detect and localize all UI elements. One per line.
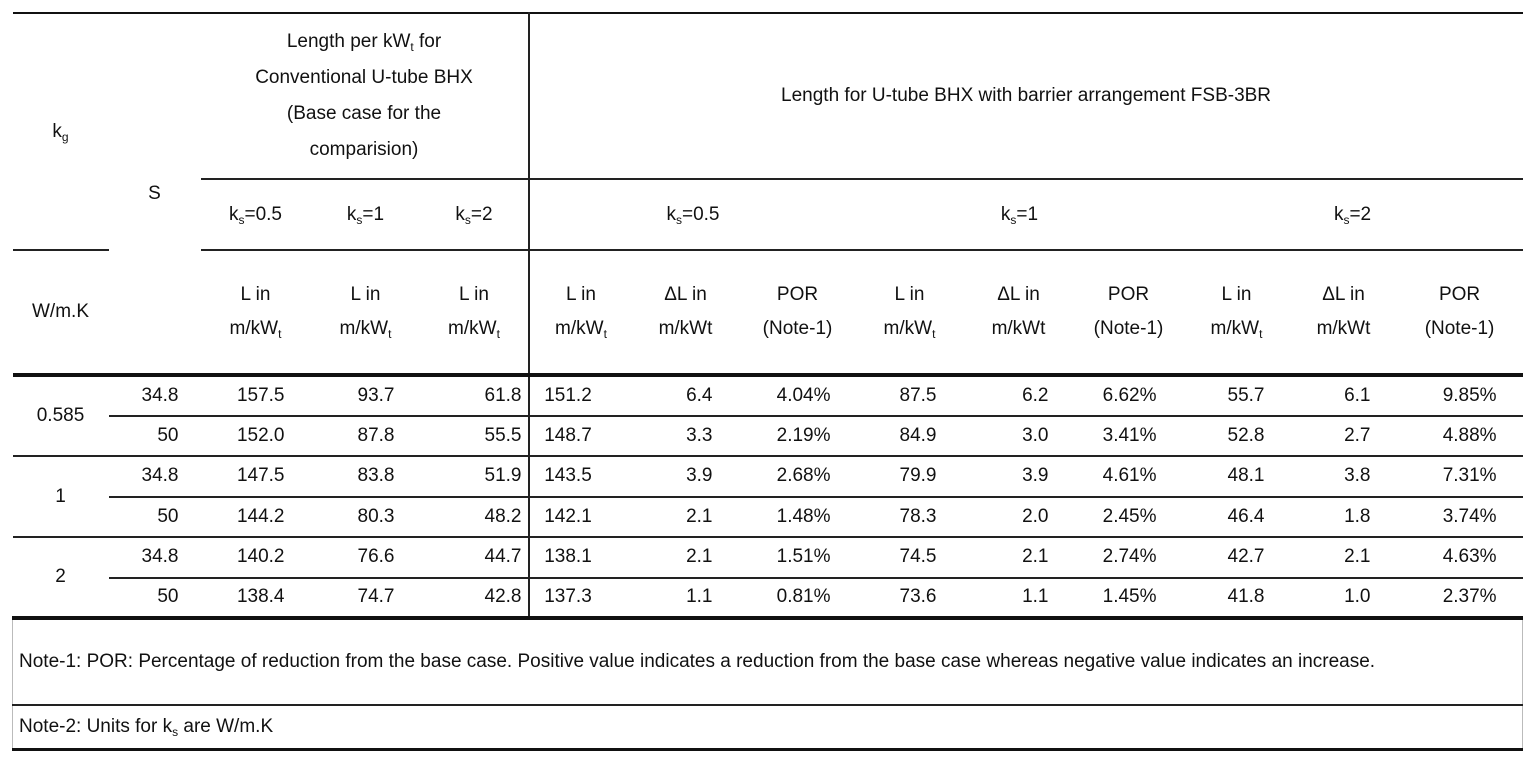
cell-value: 3.9 [963, 456, 1075, 497]
cell-value: 78.3 [857, 497, 963, 538]
cell-value: 2.1 [633, 497, 739, 538]
cell-value: 2.74% [1075, 537, 1183, 578]
note-1: Note-1: POR: Percentage of reduction from the base case. Positive value indicates a reduction from the base case whereas negative value indicates an increase. [13, 618, 1523, 705]
cell-value: 143.5 [529, 456, 633, 497]
cell-value: 151.2 [529, 375, 633, 416]
cell-value: 4.04% [739, 375, 857, 416]
cell-value: 152.0 [201, 416, 311, 457]
cell-value: 6.4 [633, 375, 739, 416]
cell-value: 138.1 [529, 537, 633, 578]
cell-value: 6.1 [1291, 375, 1397, 416]
cell-value: 73.6 [857, 578, 963, 619]
cell-value: 2.37% [1397, 578, 1523, 619]
base-case-header: Length per $kW_t$ for Conventional U-tube BHX (Base case for the comparision) [201, 13, 529, 179]
ks-header: $k_s=1$ [857, 179, 1183, 250]
delta-l-column-header: ΔL in m/kWt [633, 250, 739, 375]
cell-value: 2.19% [739, 416, 857, 457]
cell-value: 137.3 [529, 578, 633, 619]
kg-header: $k_g$ [13, 13, 109, 250]
l-column-header: L in $m/kW_t$ [311, 250, 421, 375]
cell-value: 61.8 [421, 375, 529, 416]
kg-value: 2 [13, 537, 109, 618]
cell-value: 2.1 [633, 537, 739, 578]
s-header: S [109, 13, 201, 375]
cell-value: 138.4 [201, 578, 311, 619]
cell-value: 44.7 [421, 537, 529, 578]
s-value: 34.8 [109, 537, 201, 578]
cell-value: 3.41% [1075, 416, 1183, 457]
cell-value: 48.2 [421, 497, 529, 538]
table-row [13, 456, 1523, 497]
cell-value: 48.1 [1183, 456, 1291, 497]
cell-value: 9.85% [1397, 375, 1523, 416]
cell-value: 2.7 [1291, 416, 1397, 457]
cell-value: 84.9 [857, 416, 963, 457]
s-value: 50 [109, 416, 201, 457]
cell-value: 76.6 [311, 537, 421, 578]
delta-l-column-header: ΔL in m/kWt [1291, 250, 1397, 375]
cell-value: 55.7 [1183, 375, 1291, 416]
cell-value: 1.45% [1075, 578, 1183, 619]
kg-unit: W/m.K [13, 250, 109, 375]
cell-value: 148.7 [529, 416, 633, 457]
cell-value: 74.5 [857, 537, 963, 578]
cell-value: 87.5 [857, 375, 963, 416]
cell-value: 3.3 [633, 416, 739, 457]
s-value: 50 [109, 497, 201, 538]
table-row [13, 537, 1523, 578]
cell-value: 2.0 [963, 497, 1075, 538]
l-column-header: L in $m/kW_t$ [421, 250, 529, 375]
cell-value: 87.8 [311, 416, 421, 457]
cell-value: 2.68% [739, 456, 857, 497]
cell-value: 3.74% [1397, 497, 1523, 538]
cell-value: 4.88% [1397, 416, 1523, 457]
l-column-header: L in $m/kW_t$ [529, 250, 633, 375]
barrier-header: Length for U-tube BHX with barrier arrangement FSB-3BR [529, 13, 1523, 179]
cell-value: 1.48% [739, 497, 857, 538]
results-table [12, 12, 1523, 751]
cell-value: 2.1 [1291, 537, 1397, 578]
s-value: 34.8 [109, 456, 201, 497]
cell-value: 93.7 [311, 375, 421, 416]
cell-value: 79.9 [857, 456, 963, 497]
cell-value: 3.8 [1291, 456, 1397, 497]
note-2: Note-2: Units for $k_s$ are W/m.K [13, 705, 1523, 750]
cell-value: 144.2 [201, 497, 311, 538]
cell-value: 52.8 [1183, 416, 1291, 457]
cell-value: 42.8 [421, 578, 529, 619]
s-value: 34.8 [109, 375, 201, 416]
s-value: 50 [109, 578, 201, 619]
table-row [13, 497, 1523, 538]
cell-value: 2.1 [963, 537, 1075, 578]
cell-value: 1.51% [739, 537, 857, 578]
cell-value: 3.9 [633, 456, 739, 497]
ks-header: $k_s=2$ [1183, 179, 1523, 250]
l-column-header: L in $m/kW_t$ [1183, 250, 1291, 375]
ks-header: $k_s=2$ [421, 179, 529, 250]
cell-value: 2.45% [1075, 497, 1183, 538]
kg-value: 1 [13, 456, 109, 537]
l-column-header: L in $m/kW_t$ [857, 250, 963, 375]
table-row [13, 578, 1523, 619]
l-column-header: L in $m/kW_t$ [201, 250, 311, 375]
por-column-header: POR (Note-1) [1075, 250, 1183, 375]
kg-value: 0.585 [13, 375, 109, 456]
cell-value: 140.2 [201, 537, 311, 578]
cell-value: 51.9 [421, 456, 529, 497]
cell-value: 42.7 [1183, 537, 1291, 578]
por-column-header: POR (Note-1) [739, 250, 857, 375]
cell-value: 83.8 [311, 456, 421, 497]
table-row [13, 416, 1523, 457]
cell-value: 0.81% [739, 578, 857, 619]
cell-value: 6.2 [963, 375, 1075, 416]
ks-header: $k_s=1$ [311, 179, 421, 250]
cell-value: 4.61% [1075, 456, 1183, 497]
cell-value: 157.5 [201, 375, 311, 416]
cell-value: 147.5 [201, 456, 311, 497]
cell-value: 4.63% [1397, 537, 1523, 578]
table-row [13, 375, 1523, 416]
cell-value: 80.3 [311, 497, 421, 538]
por-column-header: POR (Note-1) [1397, 250, 1523, 375]
cell-value: 74.7 [311, 578, 421, 619]
cell-value: 55.5 [421, 416, 529, 457]
cell-value: 6.62% [1075, 375, 1183, 416]
cell-value: 1.0 [1291, 578, 1397, 619]
cell-value: 1.1 [963, 578, 1075, 619]
cell-value: 46.4 [1183, 497, 1291, 538]
cell-value: 1.1 [633, 578, 739, 619]
ks-header: $k_s=0.5$ [529, 179, 857, 250]
cell-value: 3.0 [963, 416, 1075, 457]
ks-header: $k_s=0.5$ [201, 179, 311, 250]
delta-l-column-header: ΔL in m/kWt [963, 250, 1075, 375]
cell-value: 7.31% [1397, 456, 1523, 497]
cell-value: 142.1 [529, 497, 633, 538]
cell-value: 1.8 [1291, 497, 1397, 538]
cell-value: 41.8 [1183, 578, 1291, 619]
